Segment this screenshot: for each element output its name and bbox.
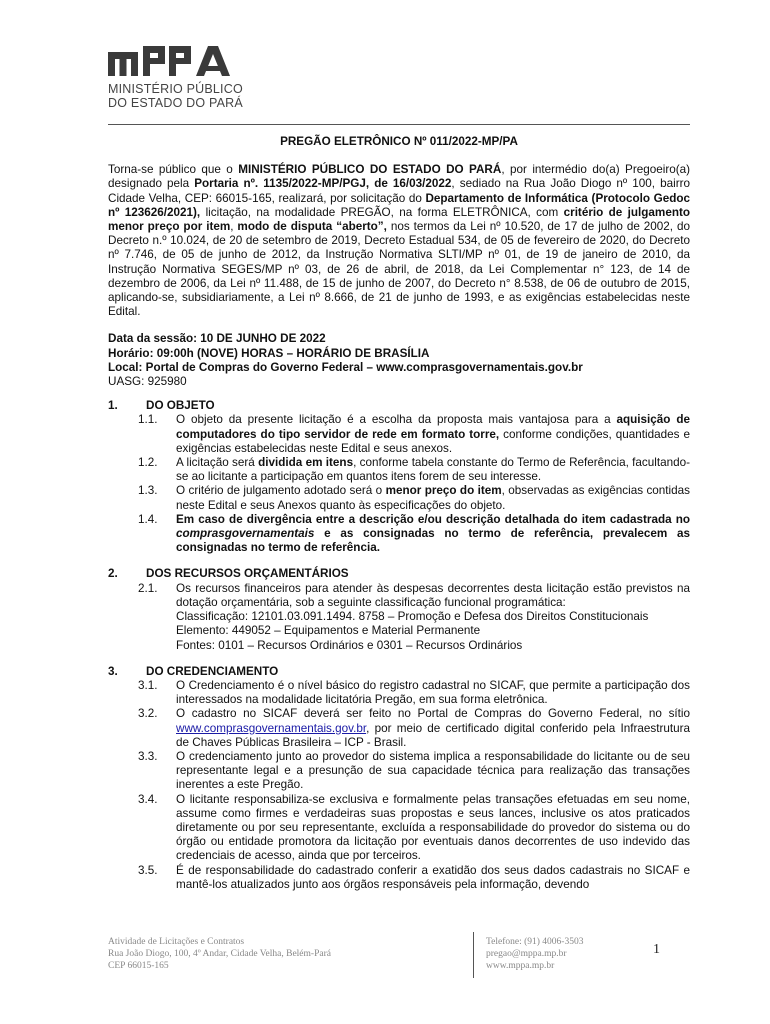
intro-bold-5: modo de disputa “aberto”,: [237, 220, 387, 234]
item-text: O credenciamento junto ao provedor do sistema implica a responsabilidade do licitante ou de seu representante legal e a presunção de sua capacidade técnica para realização das transações inerentes a este Pregão.: [176, 749, 690, 792]
item-text: O critério de julgamento adotado será o menor preço do item, observadas as exigências contidas neste Edital e seus Anexos quanto às especificações do objeto.: [176, 484, 690, 512]
item-number: 3.4.: [138, 792, 158, 806]
org-name-line1: MINISTÉRIO PÚBLICO: [108, 82, 243, 96]
item-number: 1.4.: [138, 512, 158, 526]
org-name: [108, 82, 243, 110]
intro-paragraph: [108, 163, 690, 319]
intro-bold-2: Portaria nº. 1135/2022-MP/PGJ, de 16/03/2022: [194, 177, 452, 191]
comprasgovernamentais-link[interactable]: www.comprasgovernamentais.gov.br: [176, 721, 367, 735]
item-3-4: [108, 793, 690, 864]
section-1-heading: [108, 399, 690, 413]
item-text: O Credenciamento é o nível básico do registro cadastral no SICAF, que permite a participação dos interessados na modalidade licitatória Pregão, em sua forma eletrônica.: [176, 678, 690, 707]
document-body: [108, 135, 690, 892]
section-title: DOS RECURSOS ORÇAMENTÁRIOS: [146, 567, 349, 581]
section-title: DO OBJETO: [146, 399, 215, 413]
org-name-line2: DO ESTADO DO PARÁ: [108, 96, 243, 110]
item-number: 2.1.: [138, 581, 158, 595]
footer-address: [108, 936, 331, 972]
session-time: Horário: 09:00h (NOVE) HORAS – HORÁRIO DE BRASÍLIA: [108, 346, 430, 360]
item-text: É de responsabilidade do cadastrado conferir a exatidão dos seus dados cadastrais no SICAF e mantê-los atualizados junto aos órgãos responsáveis pela informação, devendo: [176, 863, 690, 891]
intro-bold-3: Departamento de Informática (Protocolo Gedoc nº 123626/2021),: [108, 191, 690, 219]
page-number: 1: [653, 942, 660, 957]
footer-contact: [486, 936, 583, 972]
item-number: 1.2.: [138, 456, 158, 470]
item-3-5: [108, 864, 690, 892]
section-number: 2.: [108, 567, 118, 581]
item-3-3: [108, 750, 690, 793]
item-number: 3.2.: [138, 707, 158, 721]
intro-text-4: licitação, na modalidade PREGÃO, na forma ELETRÔNICA, com: [200, 205, 564, 219]
page-footer: [108, 932, 690, 992]
mppa-logo-mark: [108, 44, 248, 78]
item-3-1: [108, 679, 690, 707]
item-number: 3.3.: [138, 749, 158, 763]
item-text: O licitante responsabiliza-se exclusiva e formalmente pelas transações efetuadas em seu nome, assume como firmes e verdadeiras suas propostas e seus lances, inclusive os atos praticados diretamente ou por seu representante, excluída a responsabilidade do provedor do sistema ou do órgão ou entidade promotora da licitação por eventuais danos decorrentes de uso indevido das credenciais de acesso, ainda que por terceiros.: [176, 792, 690, 863]
item-number: 1.1.: [138, 413, 158, 427]
section-title: DO CREDENCIAMENTO: [146, 664, 279, 678]
item-number: 1.3.: [138, 484, 158, 498]
item-1-3: [108, 484, 690, 512]
item-text: O cadastro no SICAF deverá ser feito no Portal de Compras do Governo Federal, no sítio www.comprasgovernamentais.gov.br, por meio de certificado digital conferido pela Infraestrutura de Chaves Públicas Brasileira – ICP - Brasil.: [176, 707, 690, 749]
footer-cep: CEP 66015-165: [108, 961, 169, 971]
item-text: Os recursos financeiros para atender às despesas decorrentes desta licitação estão previstos na dotação orçamentária, sob a seguinte classificação funcional programática: Classificação: 12101.03.091.1494. 8758 – Promoção e Defesa dos Direitos Constitucionais Elemento: 449052 – Equipamentos e Material Permanente Fontes: 0101 – Recursos Ordinários e 0301 – Recursos Ordinários: [176, 581, 690, 652]
footer-phone: Telefone: (91) 4006-3503: [486, 937, 584, 947]
session-date: Data da sessão: 10 DE JUNHO DE 2022: [108, 332, 326, 346]
item-1-2: [108, 456, 690, 484]
footer-email[interactable]: pregao@mppa.mp.br: [486, 949, 567, 959]
section-3-heading: [108, 665, 690, 679]
footer-department: Atividade de Licitações e Contratos: [108, 937, 245, 947]
item-text: A licitação será dividida em itens, conforme tabela constante do Termo de Referência, facultando-se ao licitante a participação em quantos itens forem de seu interesse.: [176, 456, 691, 484]
item-1-1: [108, 413, 690, 456]
item-text: Em caso de divergência entre a descrição e/ou descrição detalhada do item cadastrada no comprasgovernamentais e as consignadas no termo de referência, prevalecem as consignadas no termo de referência.: [176, 512, 690, 555]
item-number: 3.5.: [138, 863, 158, 877]
item-number: 3.1.: [138, 678, 158, 692]
item-1-4: [108, 513, 690, 556]
intro-bold-4: critério de julgamento menor preço por item: [108, 205, 690, 234]
footer-street: Rua João Diogo, 100, 4º Andar, Cidade Velha, Belém-Pará: [108, 949, 331, 959]
intro-text-3: , sediado na Rua João Diogo nº 100, bairro Cidade Velha, CEP: 66015-165, realizará, por solicitação do: [108, 177, 690, 205]
intro-text-1: Torna-se público que o: [108, 163, 239, 177]
item-3-2: [108, 707, 690, 750]
session-uasg: UASG: 925980: [108, 375, 187, 389]
session-place: Local: Portal de Compras do Governo Federal – www.comprasgovernamentais.gov.br: [108, 360, 583, 374]
item-2-1: [108, 582, 690, 653]
item-text: O objeto da presente licitação é a escolha da proposta mais vantajosa para a aquisição de computadores do tipo servidor de rede em formato torre, conforme condições, quantidades e exigências estabelecidas neste Edital e seus anexos.: [176, 413, 690, 455]
document-title: PREGÃO ELETRÔNICO Nº 011/2022-MP/PA: [280, 135, 518, 148]
section-number: 1.: [108, 399, 118, 413]
header-divider: [108, 124, 690, 125]
intro-text-6: nos termos da Lei nº 10.520, de 17 de julho de 2002, do Decreto n.º 10.024, de 20 de setembro de 2019, Decreto Estadual 534, de 05 de fevereiro de 2020, do Decreto nº 7.746, de 05 de junho de 2012, da Instrução Normativa SLTI/MP nº 01, de 19 de janeiro de 2010, da Instrução Normativa SEGES/MP nº 03, de 26 de abril, de 2018, da Lei Complementar n° 123, de 14 de dezembro de 2006, da Lei nº 11.488, de 15 de junho de 2007, do Decreto n° 8.538, de 06 de outubro de 2015, aplicando-se, subsidiariamente, a Lei nº 8.666, de 21 de junho de 1993, e as exigências estabelecidas neste Edital.: [108, 220, 690, 319]
section-2-heading: [108, 567, 690, 581]
intro-text-5: ,: [230, 220, 238, 234]
section-number: 3.: [108, 664, 118, 678]
intro-bold-1: MINISTÉRIO PÚBLICO DO ESTADO DO PARÁ: [238, 163, 502, 177]
footer-divider: [473, 932, 474, 978]
footer-website[interactable]: www.mppa.mp.br: [486, 961, 555, 971]
intro-text-2: , por intermédio do(a) Pregoeiro(a) designado pela: [108, 163, 690, 191]
